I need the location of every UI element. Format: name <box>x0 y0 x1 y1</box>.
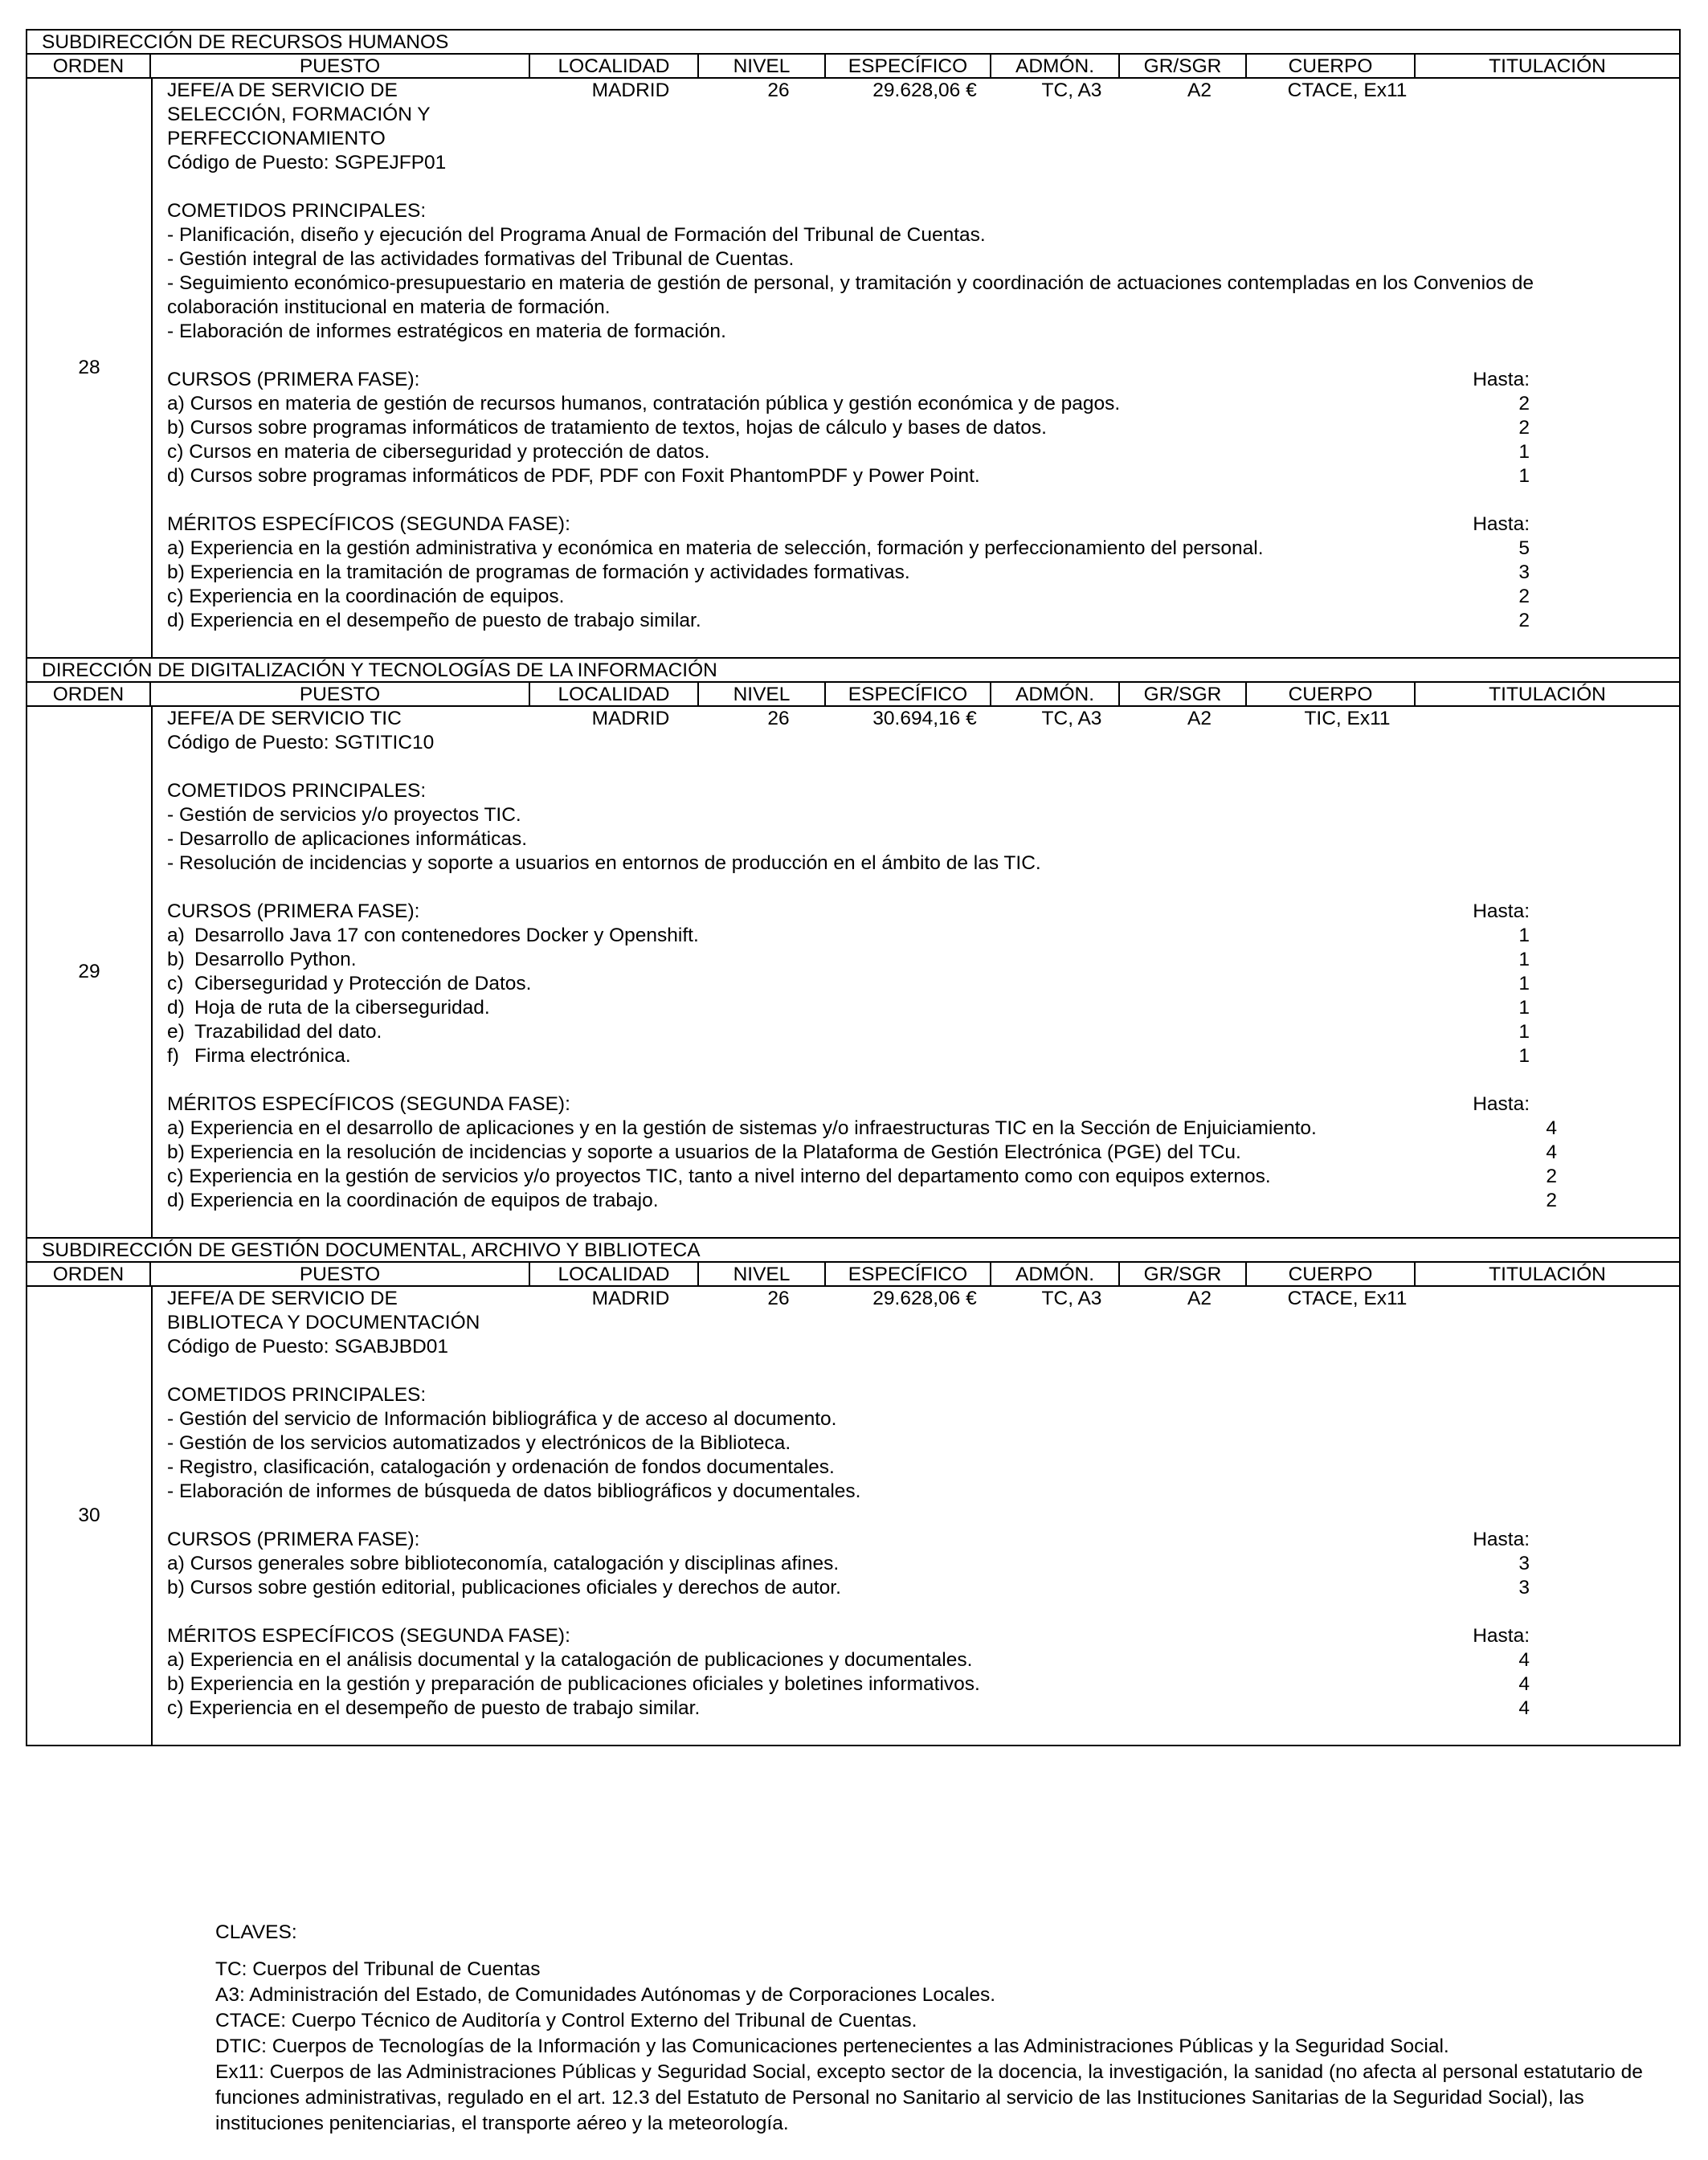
curso-label: e) <box>167 1021 185 1043</box>
puesto-line: JEFE/A DE SERVICIO DE <box>167 1288 398 1309</box>
admon-value: TC, A3 <box>1041 80 1102 101</box>
column-header-puesto: PUESTO <box>151 683 530 705</box>
merito-item <box>167 1165 1639 1189</box>
merito-text: c) Experiencia en el desempeño de puesto de trabajo similar. <box>167 1697 701 1719</box>
curso-points: 1 <box>1518 925 1530 946</box>
hasta-label: Hasta: <box>1473 1093 1530 1115</box>
curso-item <box>167 1552 1639 1576</box>
position-row <box>27 1287 1679 1745</box>
curso-item <box>167 972 1639 996</box>
curso-points: 3 <box>1518 1553 1530 1574</box>
curso-item <box>167 1044 1639 1068</box>
curso-text <box>167 924 1297 948</box>
curso-desc: Desarrollo Java 17 con contenedores Docker y Openshift. <box>194 925 699 946</box>
position-content <box>153 1287 1679 1745</box>
merito-points: 4 <box>1546 1141 1557 1163</box>
curso-text: c) Cursos en materia de ciberseguridad y protección de datos. <box>167 441 710 463</box>
grsgr-value: A2 <box>1187 1288 1212 1309</box>
merito-points: 4 <box>1518 1673 1530 1695</box>
cursos-title: CURSOS (PRIMERA FASE): <box>167 369 420 390</box>
curso-item <box>167 1576 1639 1600</box>
puesto-line: BIBLIOTECA Y DOCUMENTACIÓN <box>167 1312 480 1333</box>
puesto-line: JEFE/A DE SERVICIO DE <box>167 80 398 101</box>
curso-item <box>167 948 1639 972</box>
position-row <box>27 79 1679 657</box>
cometido-item: - Desarrollo de aplicaciones informáticas. <box>167 828 527 850</box>
column-header-grsgr: GR/SGR <box>1120 55 1247 77</box>
localidad-value: MADRID <box>591 80 670 101</box>
clave-item: A3: Administración del Estado, de Comunidades Autónomas y de Corporaciones Locales. <box>215 1984 996 2006</box>
column-header-orden: ORDEN <box>27 1263 151 1285</box>
merito-text: b) Experiencia en la gestión y preparación de publicaciones oficiales y boletines informativos. <box>167 1673 980 1695</box>
meritos-title: MÉRITOS ESPECÍFICOS (SEGUNDA FASE): <box>167 1625 570 1647</box>
curso-label: f) <box>167 1045 179 1067</box>
titulacion-value <box>1432 79 1639 175</box>
puesto-title <box>167 79 546 175</box>
column-header-localidad: LOCALIDAD <box>530 55 699 77</box>
section-title: DIRECCIÓN DE DIGITALIZACIÓN Y TECNOLOGÍAS DE LA INFORMACIÓN <box>27 659 1679 683</box>
merito-points: 4 <box>1518 1697 1530 1719</box>
curso-label: b) <box>167 949 185 970</box>
merito-item <box>167 1189 1639 1213</box>
cometido-item: - Gestión integral de las actividades formativas del Tribunal de Cuentas. <box>167 248 795 270</box>
section-title: SUBDIRECCIÓN DE GESTIÓN DOCUMENTAL, ARCHIVO Y BIBLIOTECA <box>27 1239 1679 1263</box>
column-header-titulacion: TITULACIÓN <box>1489 1264 1606 1285</box>
merito-text: a) Experiencia en el análisis documental y la catalogación de publicaciones y documentales. <box>167 1649 973 1671</box>
claves-title: CLAVES: <box>215 1921 297 1943</box>
curso-desc: Ciberseguridad y Protección de Datos. <box>194 973 532 994</box>
grsgr-value: A2 <box>1187 80 1212 101</box>
claves-list <box>215 1957 1686 2137</box>
column-header-admon: ADMÓN. <box>991 55 1120 77</box>
column-header-cuerpo: CUERPO <box>1247 683 1416 705</box>
cuerpo-value: CTACE, Ex11 <box>1287 80 1408 101</box>
meritos-title: MÉRITOS ESPECÍFICOS (SEGUNDA FASE): <box>167 1093 570 1115</box>
curso-item <box>167 924 1639 948</box>
hasta-label: Hasta: <box>1473 513 1530 535</box>
hasta-label: Hasta: <box>1473 1625 1530 1647</box>
curso-item <box>167 440 1639 464</box>
titulacion-value <box>1432 707 1639 755</box>
column-header-orden: ORDEN <box>27 55 151 77</box>
puesto-line: JEFE/A DE SERVICIO TIC <box>167 708 402 729</box>
sections-table <box>26 29 1681 1746</box>
localidad-value: MADRID <box>591 708 670 729</box>
column-header-row <box>27 1263 1679 1287</box>
column-header-row <box>27 683 1679 707</box>
column-header-orden: ORDEN <box>27 683 151 705</box>
curso-text: b) Cursos sobre programas informáticos de tratamiento de textos, hojas de cálculo y bases de datos. <box>167 417 1047 439</box>
curso-points: 2 <box>1518 417 1530 439</box>
section <box>26 1237 1681 1746</box>
merito-points: 3 <box>1518 561 1530 583</box>
curso-points: 1 <box>1518 949 1530 970</box>
merito-item <box>167 585 1639 609</box>
curso-label: d) <box>167 997 185 1019</box>
column-header-especifico: ESPECÍFICO <box>826 1263 991 1285</box>
hasta-label: Hasta: <box>1473 900 1530 922</box>
column-header-especifico: ESPECÍFICO <box>826 683 991 705</box>
clave-item: Ex11: Cuerpos de las Administraciones Públicas y Seguridad Social, excepto sector de la docencia, la investigación, la sanidad (no afecta al personal estatutario de funciones administrativas, regulado en el art. 12.3 del Estatuto de Personal no Sanitario al servicio de las Instituciones Sanitarias de la Seguridad Social), las instituciones penitenciarias, el transporte aéreo y la meteorología. <box>215 2061 1643 2134</box>
curso-item <box>167 416 1639 440</box>
column-header-puesto: PUESTO <box>151 55 530 77</box>
cometido-item: - Seguimiento económico-presupuestario en materia de gestión de personal, y tramitación y coordinación de actuaciones contempladas en los Convenios de colaboración institucional en materia de formación. <box>167 272 1534 318</box>
column-header-cuerpo: CUERPO <box>1247 1263 1416 1285</box>
hasta-label: Hasta: <box>1473 1529 1530 1550</box>
merito-item <box>167 1117 1639 1141</box>
cuerpo-value: TIC, Ex11 <box>1304 708 1391 729</box>
hasta-label: Hasta: <box>1473 369 1530 390</box>
cometidos-title: COMETIDOS PRINCIPALES: <box>167 200 427 222</box>
merito-item <box>167 1648 1639 1672</box>
codigo-puesto: Código de Puesto: SGABJBD01 <box>167 1336 449 1358</box>
cursos-header <box>167 900 1639 924</box>
puesto-title <box>167 1287 546 1359</box>
position-content <box>153 79 1679 657</box>
merito-points: 4 <box>1546 1117 1557 1139</box>
curso-item <box>167 996 1639 1020</box>
merito-text: a) Experiencia en el desarrollo de aplicaciones y en la gestión de sistemas y/o infraestructuras TIC en la Sección de Enjuiciamiento. <box>167 1117 1317 1139</box>
cursos-header <box>167 368 1639 392</box>
cuerpo-value: CTACE, Ex11 <box>1287 1288 1408 1309</box>
clave-item: TC: Cuerpos del Tribunal de Cuentas <box>215 1958 541 1980</box>
nivel-value: 26 <box>767 708 790 729</box>
meritos-title: MÉRITOS ESPECÍFICOS (SEGUNDA FASE): <box>167 513 570 535</box>
cursos-title: CURSOS (PRIMERA FASE): <box>167 900 420 922</box>
cometido-item: - Gestión de los servicios automatizados y electrónicos de la Biblioteca. <box>167 1432 791 1454</box>
merito-item <box>167 537 1639 561</box>
column-header-grsgr: GR/SGR <box>1120 1263 1247 1285</box>
cometidos-title: COMETIDOS PRINCIPALES: <box>167 780 427 802</box>
puesto-title <box>167 707 546 755</box>
nivel-value: 26 <box>767 80 790 101</box>
curso-text <box>167 972 1297 996</box>
column-header-especifico: ESPECÍFICO <box>826 55 991 77</box>
curso-text: b) Cursos sobre gestión editorial, publicaciones oficiales y derechos de autor. <box>167 1577 841 1599</box>
column-header-nivel: NIVEL <box>699 55 826 77</box>
puesto-line: SELECCIÓN, FORMACIÓN Y <box>167 104 431 125</box>
merito-text: b) Experiencia en la resolución de incidencias y soporte a usuarios de la Plataforma de Gestión Electrónica (PGE) del TCu. <box>167 1141 1241 1163</box>
column-header-grsgr: GR/SGR <box>1120 683 1247 705</box>
curso-points: 1 <box>1518 1045 1530 1067</box>
orden-number: 30 <box>27 1287 153 1745</box>
curso-points: 1 <box>1518 1021 1530 1043</box>
merito-text: d) Experiencia en el desempeño de puesto de trabajo similar. <box>167 610 701 631</box>
position-summary <box>167 1287 1639 1359</box>
curso-points: 1 <box>1518 441 1530 463</box>
section-title: SUBDIRECCIÓN DE RECURSOS HUMANOS <box>27 31 1679 55</box>
merito-text: a) Experiencia en la gestión administrativa y económica en materia de selección, formación y perfeccionamiento del personal. <box>167 537 1264 559</box>
cursos-title: CURSOS (PRIMERA FASE): <box>167 1529 420 1550</box>
column-header-localidad: LOCALIDAD <box>530 683 699 705</box>
merito-points: 2 <box>1546 1166 1557 1187</box>
curso-text <box>167 1044 1297 1068</box>
orden-number: 28 <box>27 79 153 657</box>
column-header-titulacion: TITULACIÓN <box>1489 684 1606 705</box>
claves-legend <box>215 1920 1686 2137</box>
curso-desc: Desarrollo Python. <box>194 949 357 970</box>
cometido-item: - Registro, clasificación, catalogación y ordenación de fondos documentales. <box>167 1456 835 1478</box>
titulacion-value <box>1432 1287 1639 1359</box>
curso-points: 3 <box>1518 1577 1530 1599</box>
curso-item <box>167 392 1639 416</box>
clave-item: CTACE: Cuerpo Técnico de Auditoría y Control Externo del Tribunal de Cuentas. <box>215 2010 917 2031</box>
cometido-item: - Planificación, diseño y ejecución del Programa Anual de Formación del Tribunal de Cuentas. <box>167 224 986 246</box>
merito-points: 4 <box>1518 1649 1530 1671</box>
curso-text: a) Cursos generales sobre biblioteconomía, catalogación y disciplinas afines. <box>167 1553 840 1574</box>
merito-item <box>167 561 1639 585</box>
merito-item <box>167 1141 1639 1165</box>
curso-label: c) <box>167 973 184 994</box>
especifico-value: 29.628,06 € <box>872 80 977 101</box>
position-summary <box>167 707 1639 755</box>
curso-item <box>167 464 1639 488</box>
column-header-puesto: PUESTO <box>151 1263 530 1285</box>
merito-points: 5 <box>1518 537 1530 559</box>
curso-text: d) Cursos sobre programas informáticos de PDF, PDF con Foxit PhantomPDF y Power Point. <box>167 465 980 487</box>
merito-points: 2 <box>1518 586 1530 607</box>
cometido-item: - Elaboración de informes de búsqueda de datos bibliográficos y documentales. <box>167 1480 861 1502</box>
position-summary <box>167 79 1639 175</box>
codigo-puesto: Código de Puesto: SGPEJFP01 <box>167 152 447 174</box>
merito-text: d) Experiencia en la coordinación de equipos de trabajo. <box>167 1190 659 1211</box>
curso-points: 1 <box>1518 465 1530 487</box>
merito-text: c) Experiencia en la coordinación de equipos. <box>167 586 565 607</box>
merito-text: b) Experiencia en la tramitación de programas de formación y actividades formativas. <box>167 561 910 583</box>
orden-number: 29 <box>27 707 153 1237</box>
nivel-value: 26 <box>767 1288 790 1309</box>
curso-text: a) Cursos en materia de gestión de recursos humanos, contratación pública y gestión económica y de pagos. <box>167 393 1121 414</box>
curso-desc: Trazabilidad del dato. <box>194 1021 382 1043</box>
column-header-localidad: LOCALIDAD <box>530 1263 699 1285</box>
document <box>26 29 1681 1746</box>
section <box>26 657 1681 1237</box>
especifico-value: 29.628,06 € <box>872 1288 977 1309</box>
meritos-header <box>167 512 1639 537</box>
cometidos-title: COMETIDOS PRINCIPALES: <box>167 1384 427 1406</box>
admon-value: TC, A3 <box>1041 708 1102 729</box>
especifico-value: 30.694,16 € <box>872 708 977 729</box>
curso-item <box>167 1020 1639 1044</box>
meritos-header <box>167 1092 1639 1117</box>
column-header-row <box>27 55 1679 79</box>
cometido-item: - Gestión de servicios y/o proyectos TIC. <box>167 804 521 826</box>
curso-text <box>167 948 1297 972</box>
clave-item: DTIC: Cuerpos de Tecnologías de la Información y las Comunicaciones pertenecientes a las Administraciones Públicas y la Seguridad Social. <box>215 2035 1449 2057</box>
column-header-nivel: NIVEL <box>699 1263 826 1285</box>
curso-points: 1 <box>1518 997 1530 1019</box>
cometido-item: - Elaboración de informes estratégicos en materia de formación. <box>167 321 726 342</box>
cursos-header <box>167 1528 1639 1552</box>
merito-points: 2 <box>1518 610 1530 631</box>
curso-label: a) <box>167 925 185 946</box>
cometido-item: - Gestión del servicio de Información bibliográfica y de acceso al documento. <box>167 1408 837 1430</box>
merito-item <box>167 609 1639 633</box>
localidad-value: MADRID <box>591 1288 670 1309</box>
column-header-cuerpo: CUERPO <box>1247 55 1416 77</box>
curso-points: 1 <box>1518 973 1530 994</box>
position-content <box>153 707 1679 1237</box>
merito-points: 2 <box>1546 1190 1557 1211</box>
merito-item <box>167 1672 1639 1697</box>
column-header-admon: ADMÓN. <box>991 683 1120 705</box>
section <box>26 29 1681 657</box>
curso-text <box>167 1020 1297 1044</box>
meritos-header <box>167 1624 1639 1648</box>
column-header-nivel: NIVEL <box>699 683 826 705</box>
merito-item <box>167 1697 1639 1721</box>
merito-text: c) Experiencia en la gestión de servicios y/o proyectos TIC, tanto a nivel interno del departamento como con equipos externos. <box>167 1166 1271 1187</box>
column-header-admon: ADMÓN. <box>991 1263 1120 1285</box>
codigo-puesto: Código de Puesto: SGTITIC10 <box>167 732 435 753</box>
position-row <box>27 707 1679 1237</box>
cometido-item: - Resolución de incidencias y soporte a usuarios en entornos de producción en el ámbito de las TIC. <box>167 852 1041 874</box>
curso-desc: Firma electrónica. <box>194 1045 351 1067</box>
column-header-titulacion: TITULACIÓN <box>1489 55 1606 77</box>
puesto-line: PERFECCIONAMIENTO <box>167 128 386 149</box>
grsgr-value: A2 <box>1187 708 1212 729</box>
curso-text <box>167 996 1297 1020</box>
admon-value: TC, A3 <box>1041 1288 1102 1309</box>
curso-points: 2 <box>1518 393 1530 414</box>
curso-desc: Hoja de ruta de la ciberseguridad. <box>194 997 490 1019</box>
